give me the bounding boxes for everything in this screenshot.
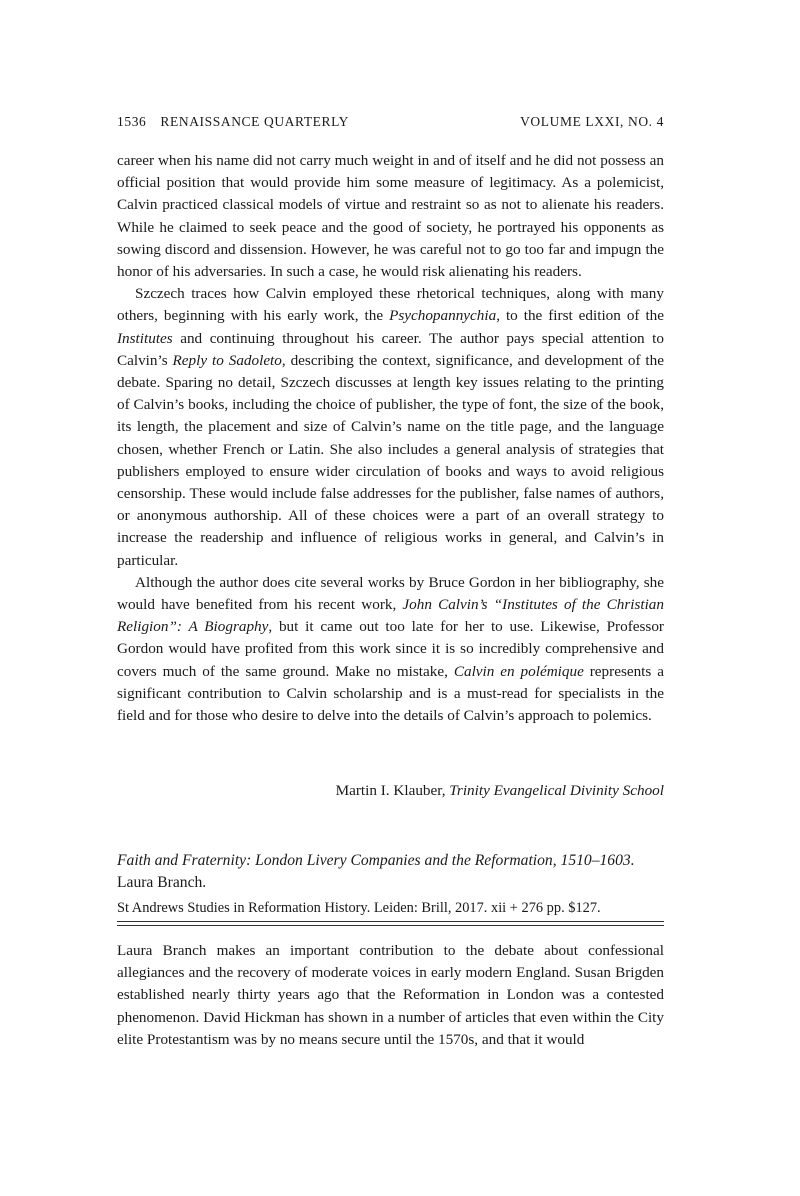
journal-name: RENAISSANCE QUARTERLY	[160, 114, 349, 129]
running-head	[117, 114, 664, 130]
page-number: 1536	[117, 114, 147, 129]
reviewer-signature	[117, 780, 664, 802]
book-title-institutes: Institutes	[117, 329, 173, 347]
paragraph-3: Although the author does cite several works by Bruce Gordon in her bibliography, she would have benefited from his recent work, John Calvin’s “Institutes of the Christian Religion”: A Biography, but it came out too late for her to use. Likewise, Professor Gordon would have profited from this work since it is so incredibly comprehensive and covers much of the same ground. Make no mistake, Calvin en polémique represents a significant contribution to Calvin scholarship and is a must-read for specialists in the field and for those who desire to delve into the details of Calvin’s approach to polemics.	[117, 573, 664, 725]
paragraph-2: Szczech traces how Calvin employed these rhetorical techniques, along with many others, beginning with his early work, the Psychopannychia, to the first edition of the Institutes and continuing throughout his career. The author pays special attention to Calvin’s Reply to Sadoleto, describing the context, significance, and development of the debate. Sparing no detail, Szczech discusses at length key issues relating to the printing of Calvin’s books, including the choice of publisher, the type of font, the size of the book, its length, the placement and size of Calvin’s name on the title page, and the language chosen, whether French or Latin. She also includes a general analysis of strategies that publishers employed to ensure wider circulation of books and ways to avoid religious censorship. These would include false addresses for the publisher, false names of authors, or anonymous authorship. All of these choices were a part of an overall strategy to increase the readership and influence of religious works in general, and Calvin’s in particular.	[117, 285, 665, 569]
review-body	[117, 150, 664, 727]
book-title-reply-to-sadoleto: Reply to Sadoleto	[172, 351, 282, 369]
second-review-body	[117, 940, 664, 1051]
publication-details: St Andrews Studies in Reformation History. Leiden: Brill, 2017. xii + 276 pp. $127.	[117, 900, 601, 916]
reviewer-institution: Trinity Evangelical Divinity School	[449, 782, 664, 799]
running-head-left	[117, 114, 349, 130]
volume-label: VOLUME LXXI, NO. 4	[520, 114, 664, 129]
book-title-calvin-en-polemique: Calvin en polémique	[453, 662, 584, 680]
review-heading	[117, 850, 664, 919]
book-title: Faith and Fraternity: London Livery Companies and the Reformation, 1510–1603.	[117, 852, 635, 869]
second-review-paragraph-1: Laura Branch makes an important contribution to the debate about confessional allegiances and the recovery of moderate voices in early modern England. Susan Brigden established nearly thirty years ago that the Reformation in London was a contested phenomenon. David Hickman has shown in a number of articles that even within the City elite Protestantism was by no means secure until the 1570s, and that it would	[117, 942, 664, 1048]
double-rule-divider	[117, 921, 664, 926]
reviewer-name: Martin I. Klauber,	[335, 782, 450, 799]
book-title-gordon: John Calvin’s “Institutes of the Christian Religion”: A Biography	[117, 596, 664, 636]
paragraph-1: career when his name did not carry much weight in and of itself and he did not possess an official position that would provide him some measure of legitimacy. As a polemicist, Calvin practiced classical models of virtue and restraint so as not to alienate his readers. While he claimed to seek peace and the good of society, he portrayed his opponents as sowing discord and dissension. However, he was careful not to go too far and impugn the honor of his adversaries. In such a case, he would risk alienating his readers.	[117, 152, 664, 281]
book-author: Laura Branch.	[117, 874, 207, 891]
book-title-psychopannychia: Psychopannychia	[389, 307, 497, 325]
